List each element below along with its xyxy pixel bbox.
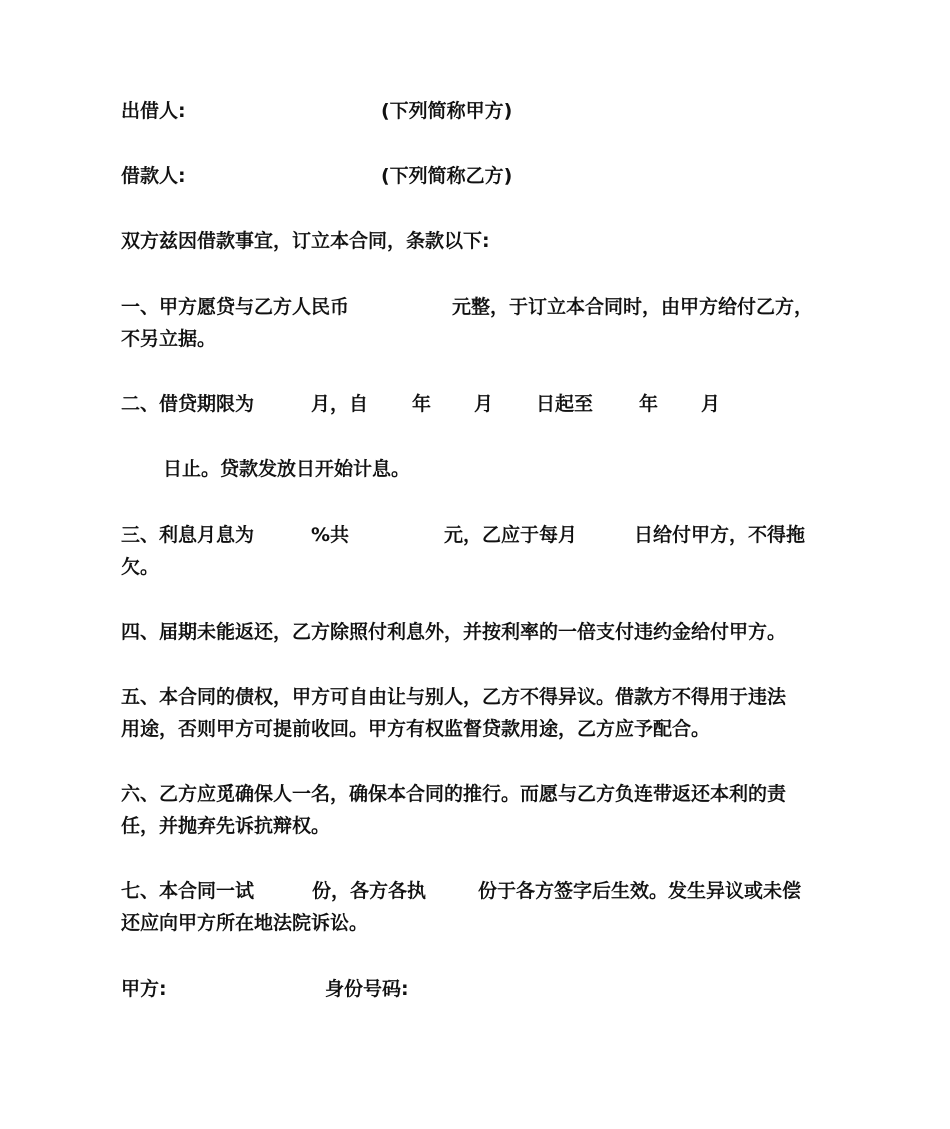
clause-2-month-1: 月，自: [311, 393, 369, 415]
clause-4: 四、届期未能返还，乙方除照付利息外，并按利率的一倍支付违约金给付甲方。: [121, 621, 787, 643]
clause-6-line-2: 任，并抛弃先诉抗辩权。: [121, 815, 331, 837]
clause-2-month-3: 月: [701, 393, 721, 415]
intro-paragraph: 双方兹因借款事宜，订立本合同，条款以下:: [121, 230, 490, 252]
clause-2-year-1: 年: [412, 393, 432, 415]
clause-3-part-1: 三、利息月息为: [121, 524, 255, 546]
clause-2-part-1: 二、借贷期限为: [121, 393, 255, 415]
clause-2-year-2: 年: [639, 393, 659, 415]
clause-7-part-3: 份于各方签字后生效。发生异议或未偿: [478, 880, 802, 902]
clause-1-line-2: 不另立据。: [121, 328, 217, 350]
borrower-note: (下列简称乙方): [381, 165, 513, 187]
clause-2-day-1: 日起至: [536, 393, 594, 415]
id-number-label: 身份号码:: [325, 978, 409, 1000]
clause-2-month-2: 月: [474, 393, 494, 415]
clause-7-part-2: 份，各方各执: [312, 880, 427, 902]
clause-3-line-2: 欠。: [121, 556, 160, 578]
party-a-label: 甲方:: [121, 978, 167, 1000]
lender-note: (下列简称甲方): [381, 100, 513, 122]
clause-3-day: 日给付甲方，不得拖: [634, 524, 806, 546]
clause-7-line-2: 还应向甲方所在地法院诉讼。: [121, 912, 369, 934]
clause-5-line-2: 用途，否则甲方可提前收回。甲方有权监督贷款用途，乙方应予配合。: [121, 718, 711, 740]
clause-3-yuan: 元，乙应于每月: [444, 524, 578, 546]
clause-1-part-1: 一、甲方愿贷与乙方人民币: [121, 296, 350, 318]
clause-3-percent: %共: [311, 524, 350, 546]
clause-5-line-1: 五、本合同的债权，甲方可自由让与别人，乙方不得异议。借款方不得用于违法: [121, 686, 787, 708]
clause-1-part-2: 元整，于订立本合同时，由甲方给付乙方，: [452, 296, 814, 318]
clause-2-line-2: 日止。贷款发放日开始计息。: [163, 458, 411, 480]
borrower-label: 借款人:: [121, 165, 186, 187]
lender-label: 出借人:: [121, 100, 186, 122]
clause-7-part-1: 七、本合同一试: [121, 880, 255, 902]
clause-6-line-1: 六、乙方应觅确保人一名，确保本合同的推行。而愿与乙方负连带返还本利的责: [121, 783, 787, 805]
